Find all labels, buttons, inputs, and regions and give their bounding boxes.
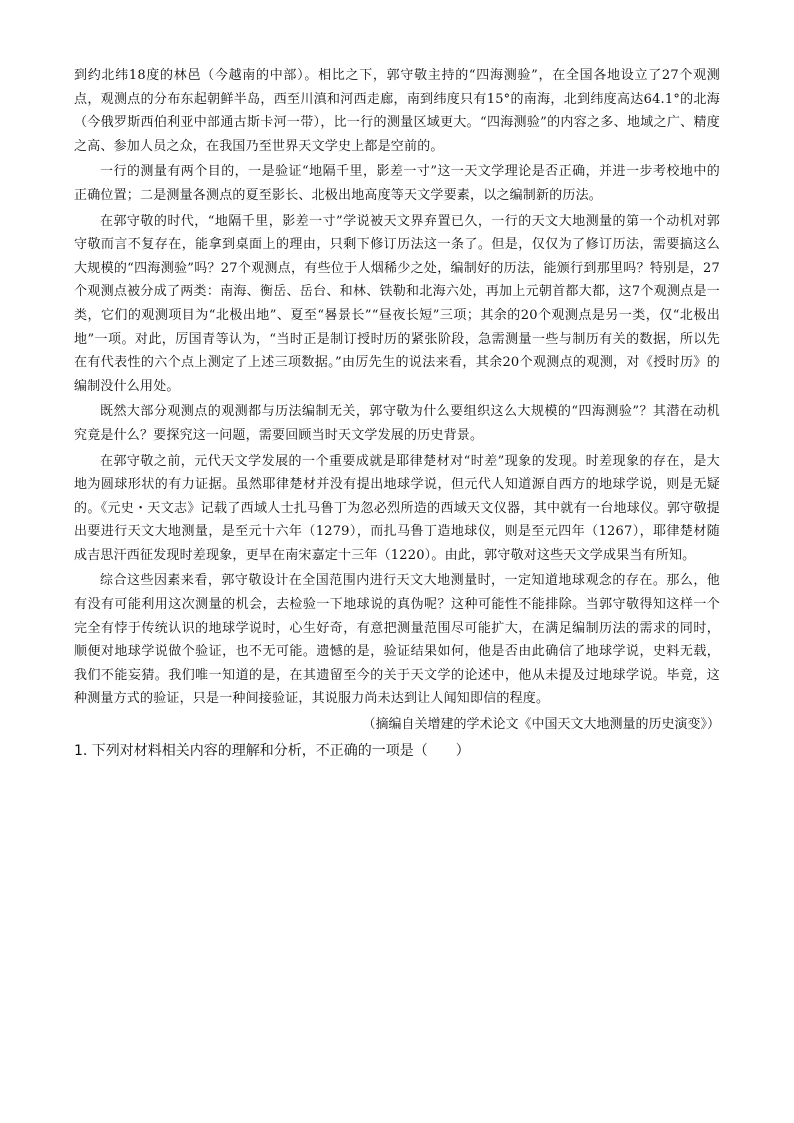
question-1: 1. 下列对材料相关内容的理解和分析，不正确的一项是（ ） [74,743,470,760]
paragraph-2: 一行的测量有两个目的，一是验证“地隔千里，影差一寸”这一天文学理论是否正确，并进一步考校地中的正确位置；二是测量各测点的夏至影长、北极出地高度等天文学要素，以之编制新的历法。 [74,164,720,203]
paragraph-5: 在郭守敬之前，元代天文学发展的一个重要成就是耶律楚材对“时差”现象的发现。时差现象的存在，是大地为圆球形状的有力证据。虽然耶律楚材并没有提出地球学说，但元代人知道源自西方的地球学说，则是无疑的。《元史・天文志》记载了西域人士扎马鲁丁为忽必烈所造的西域天文仪器，其中就有一台地球仪。郭守敬提出要进行天文大地测量，是至元十六年（1279），而扎马鲁丁造地球仪，则是至元四年（1267），耶律楚材随成吉思汗西征发现时差现象，更早在南宋嘉定十三年（1220）。由此，郭守敬对这些天文学成果当有所知。 [74,453,720,563]
document-page [74,64,720,763]
source-citation: （摘编自关增建的学术论文《中国天文大地测量的历史演变》） [362,717,720,733]
paragraph-4: 既然大部分观测点的观测都与历法编制无关，郭守敬为什么要组织这么大规模的“四海测验”？其潜在动机究竟是什么？要探究这一问题，需要回顾当时天文学发展的历史背景。 [74,404,720,443]
paragraph-1: 到约北纬18度的林邑（今越南的中部）。相比之下，郭守敬主持的“四海测验”，在全国各地设立了27个观测点，观测点的分布东起朝鲜半岛，西至川滇和河西走廊，南到纬度只有15°的南海，北到纬度高达64.1°的北海（今俄罗斯西伯利亚中部通古斯卡河一带），比一行的测量区域更大。“四海测验”的内容之多、地域之广、精度之高、参加人员之众，在我国乃至世界天文学史上都是空前的。 [74,68,720,154]
paragraph-3: 在郭守敬的时代，“地隔千里，影差一寸”学说被天文界弃置已久，一行的天文大地测量的第一个动机对郭守敬而言不复存在，能拿到桌面上的理由，只剩下修订历法这一条了。但是，仅仅为了修订历法，需要搞这么大规模的“四海测验”吗？27个观测点，有些位于人烟稀少之处，编制好的历法，能颁行到那里吗？特别是，27个观测点被分成了两类：南海、衡岳、岳台、和林、铁勒和北海六处，再加上元朝首都大都，这7个观测点是一类，它们的观测项目为“北极出地”、夏至“晷景长”“昼夜长短”三项；其余的20个观测点是另一类，仅“北极出地”一项。对此，厉国青等认为，“当时正是制订授时历的紧张阶段，急需测量一些与制历有关的数据，所以先在有代表性的六个点上测定了上述三项数据。”由厉先生的说法来看，其余20个观测点的观测，对《授时历》的编制没什么用处。 [74,213,720,394]
paragraph-6: 综合这些因素来看，郭守敬设计在全国范围内进行天文大地测量时，一定知道地球观念的存在。那么，他有没有可能利用这次测量的机会，去检验一下地球说的真伪呢？这种可能性不能排除。当郭守敬得知这样一个完全有悖于传统认识的地球学说时，心生好奇，有意把测量范围尽可能扩大，在满足编制历法的需求的同时，顺便对地球学说做个验证，也不无可能。遗憾的是，验证结果如何，他是否由此确信了地球学说，史料无载，我们不能妄猜。我们唯一知道的是，在其遗留至今的关于天文学的论述中，他从未提及过地球学说。毕竟，这种测量方式的验证，只是一种间接验证，其说服力尚未达到让人闻知即信的程度。 [74,573,720,707]
